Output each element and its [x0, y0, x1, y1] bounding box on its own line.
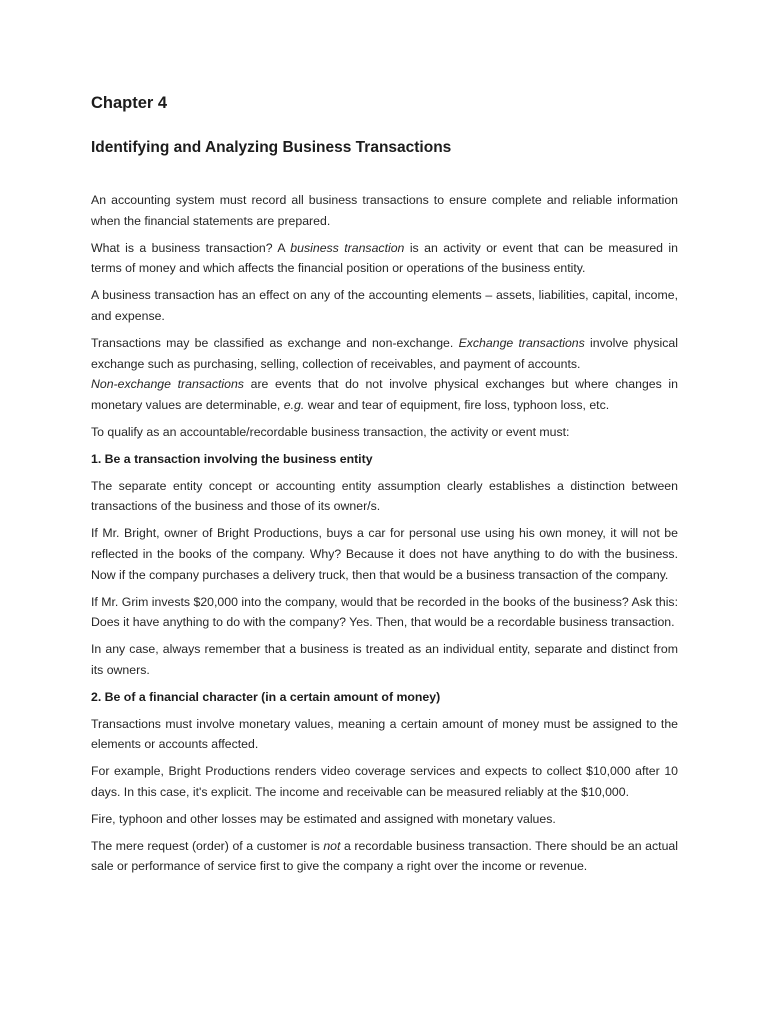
document-body	[91, 190, 678, 883]
chapter-title: Identifying and Analyzing Business Transactions	[91, 139, 452, 156]
paragraph-mr-grim: If Mr. Grim invests $20,000 into the company, would that be recorded in the books of the business? Ask this: Does it have anything to do with the company? Yes. Then, that would be a recordable business transaction.	[91, 594, 678, 630]
paragraph-entity-concept: The separate entity concept or accounting entity assumption clearly establishes a distinction between transactions of the business and those of its owner/s.	[91, 478, 678, 514]
paragraph-non-exchange: Non-exchange transactions are events that do not involve physical exchanges but where changes in monetary values are determinable, e.g. wear and tear of equipment, fire loss, typhoon loss, etc.	[91, 377, 678, 413]
paragraph-example: For example, Bright Productions renders video coverage services and expects to collect $10,000 after 10 days. In this case, it's explicit. The income and receivable can be measured reliably at the $10,000.	[91, 764, 678, 799]
paragraph-accounting-elements: A business transaction has an effect on any of the accounting elements – assets, liabilities, capital, income, and expense.	[91, 288, 678, 323]
paragraph-definition: What is a business transaction? A business transaction is an activity or event that can be measured in terms of money and which affects the financial position or operations of the business entity.	[91, 240, 678, 276]
chapter-heading: Chapter 4	[91, 94, 168, 112]
paragraph-separate-entity: In any case, always remember that a business is treated as an individual entity, separate and distinct from its owners.	[91, 642, 678, 677]
paragraph-losses: Fire, typhoon and other losses may be estimated and assigned with monetary values.	[91, 811, 556, 826]
paragraph-customer-request: The mere request (order) of a customer is not a recordable business transaction. There should be an actual sale or performance of service first to give the company a right over the income or revenue.	[91, 838, 678, 874]
criterion-heading-1: 1. Be a transaction involving the business entity	[91, 451, 373, 466]
paragraph-intro: An accounting system must record all business transactions to ensure complete and reliable information when the financial statements are prepared.	[91, 193, 678, 228]
criterion-heading-2: 2. Be of a financial character (in a certain amount of money)	[91, 689, 441, 704]
paragraph-exchange: Transactions may be classified as exchange and non-exchange. Exchange transactions involve physical exchange such as purchasing, selling, collection of receivables, and payment of accounts.	[91, 335, 678, 371]
paragraph-qualify: To qualify as an accountable/recordable business transaction, the activity or event must:	[91, 424, 570, 439]
paragraph-monetary-values: Transactions must involve monetary values, meaning a certain amount of money must be assigned to the elements or accounts affected.	[91, 716, 678, 752]
paragraph-mr-bright: If Mr. Bright, owner of Bright Productions, buys a car for personal use using his own money, it will not be reflected in the books of the company. Why? Because it does not have anything to do with the business. Now if the company purchases a delivery truck, then that would be a business transaction of the company.	[91, 526, 678, 582]
